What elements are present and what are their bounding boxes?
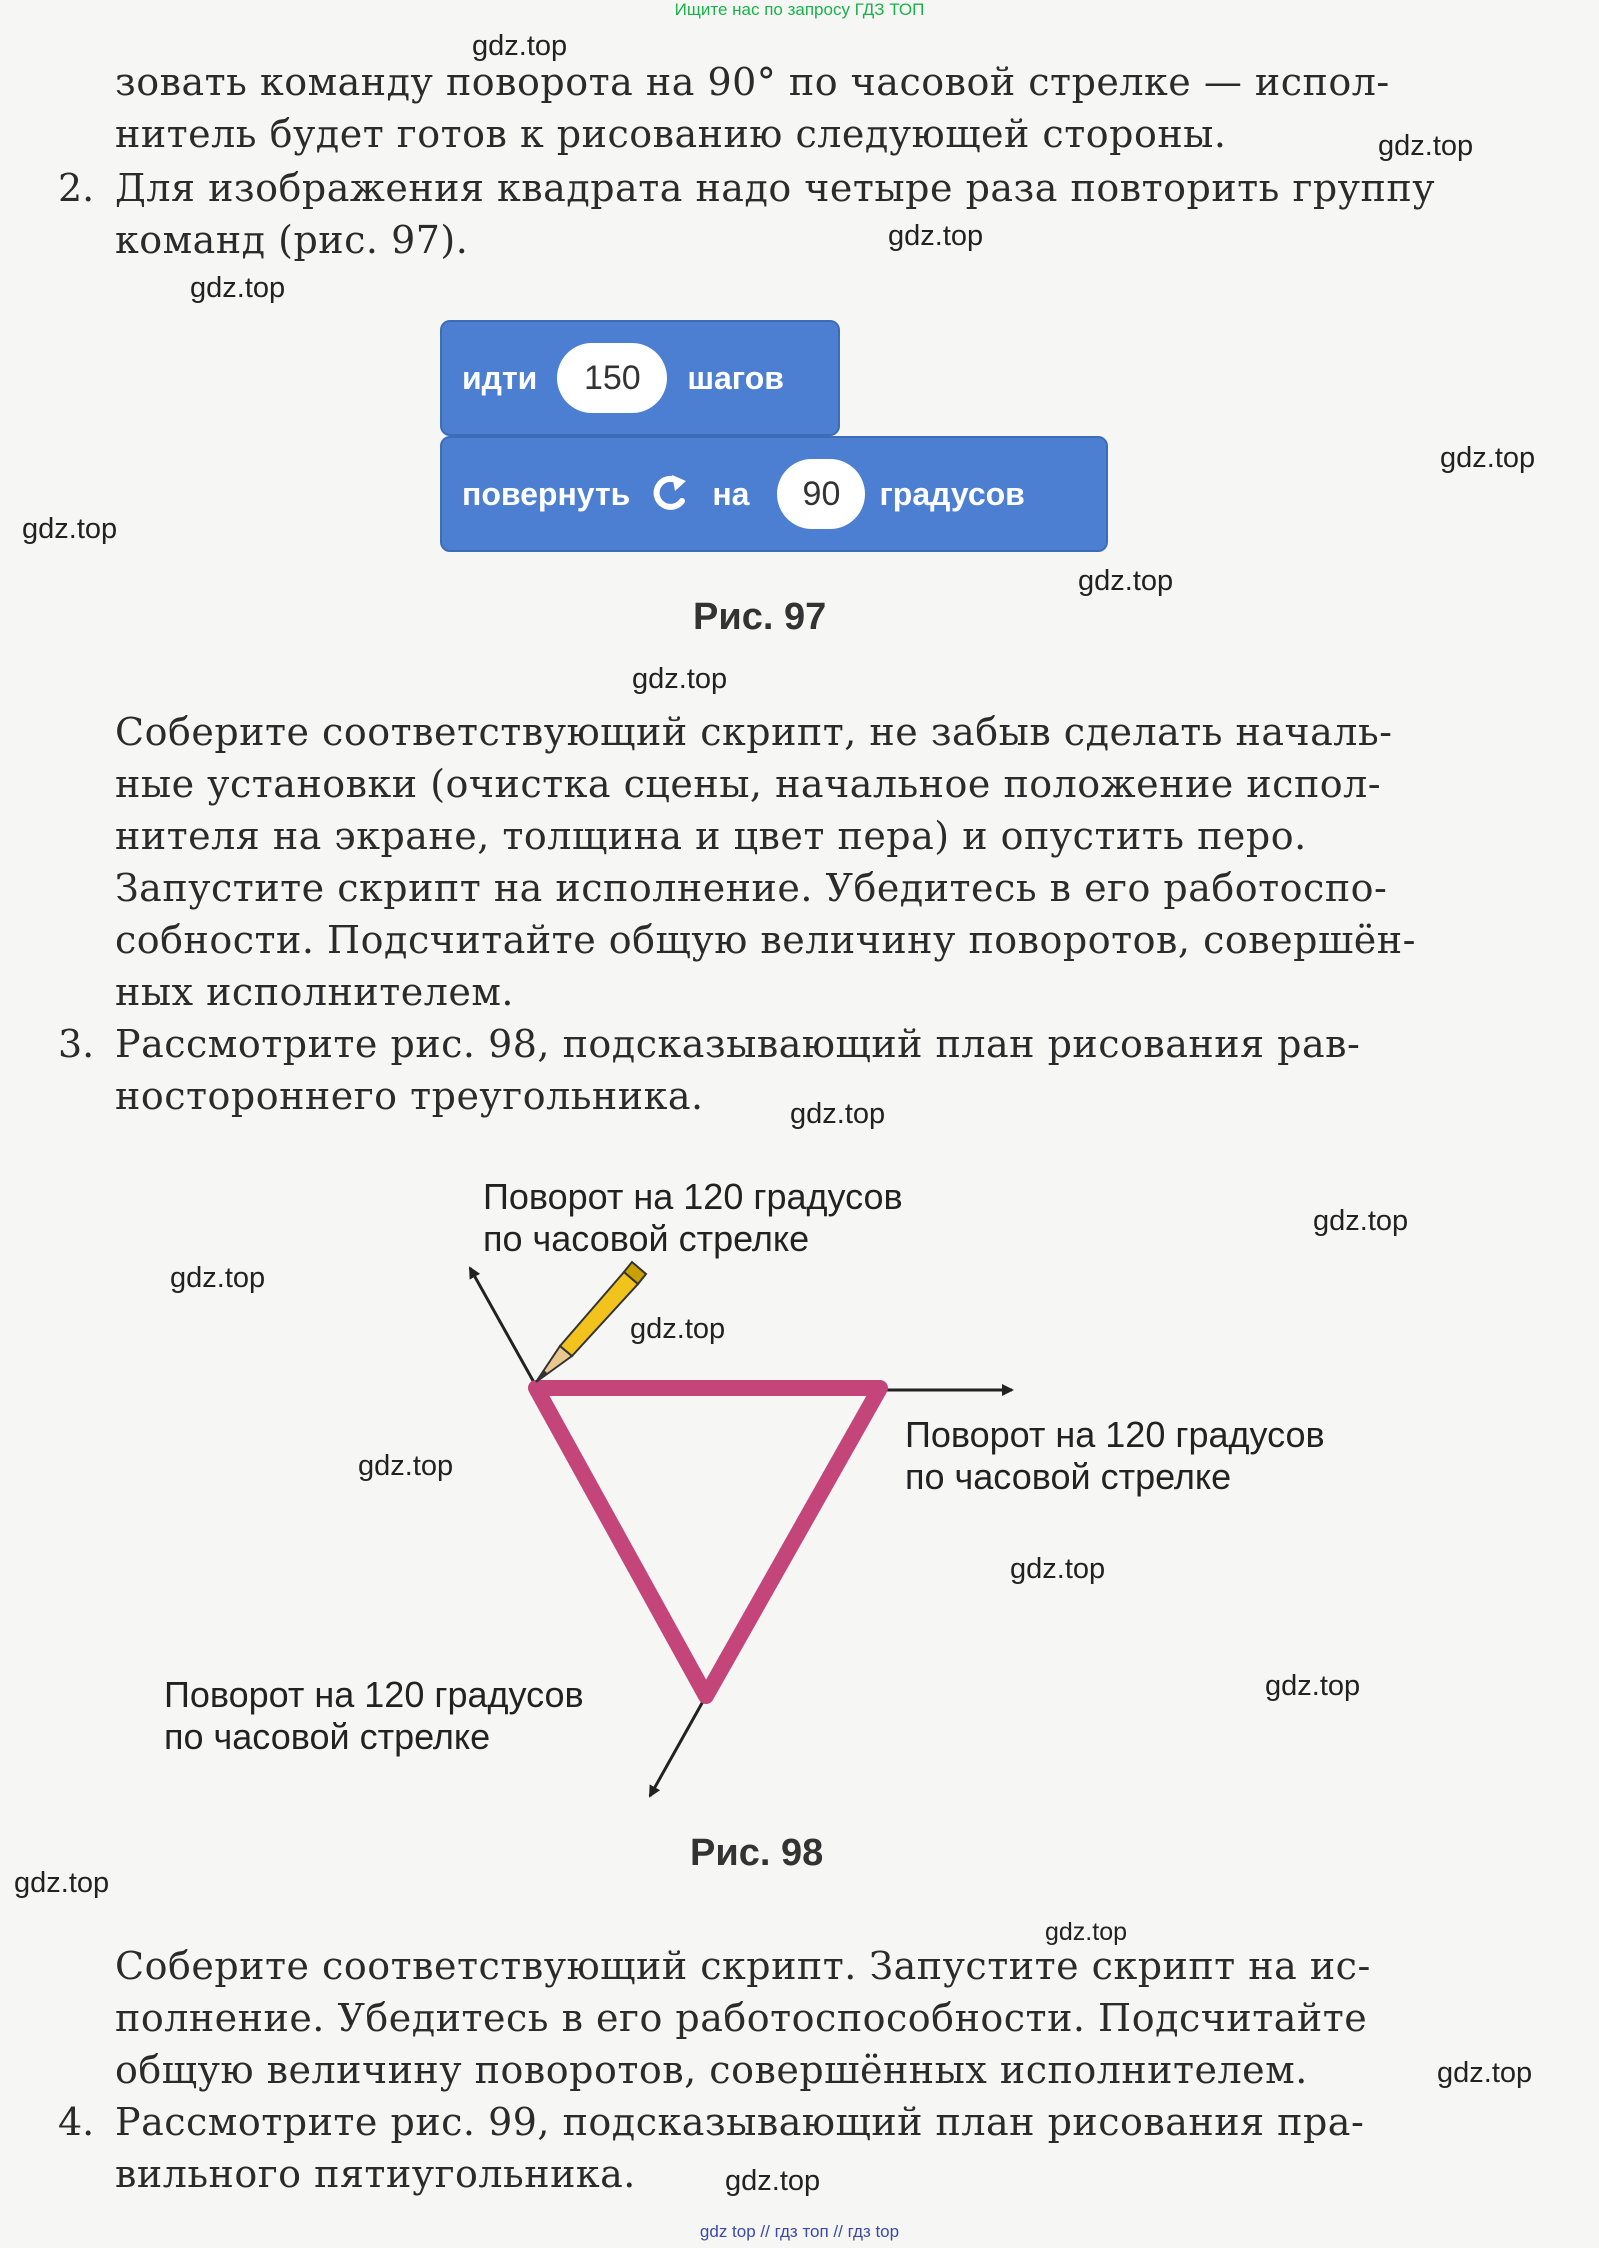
item-number: 2. <box>58 166 95 210</box>
text-line: полнение. Убедитесь в его работоспособности. Подсчитайте <box>115 1996 1368 2040</box>
block-word: на <box>712 475 750 512</box>
watermark: gdz.top <box>472 30 568 62</box>
text-line: общую величину поворотов, совершённых исполнителем. <box>115 2048 1308 2092</box>
text-line: Рассмотрите рис. 99, подсказывающий план рисования пра- <box>115 2100 1365 2144</box>
text-line: собности. Подсчитайте общую величину поворотов, совершён- <box>115 918 1416 962</box>
block-word: шагов <box>687 359 784 396</box>
triangle-path <box>536 1388 880 1696</box>
turn-label-right: Поворот на 120 градусов по часовой стрелке <box>905 1414 1325 1497</box>
watermark: gdz.top <box>170 1262 266 1294</box>
block-word: градусов <box>879 475 1025 512</box>
direction-arrow <box>470 1268 536 1386</box>
watermark: gdz.top <box>790 1098 886 1130</box>
text-line: зовать команду поворота на 90° по часовой стрелке — испол- <box>115 60 1390 104</box>
text-line: нителя на экране, толщина и цвет пера) и опустить перо. <box>115 814 1307 858</box>
text-line: Рассмотрите рис. 98, подсказывающий план рисования рав- <box>115 1022 1361 1066</box>
watermark: gdz.top <box>14 1867 110 1899</box>
watermark: gdz.top <box>1265 1670 1361 1702</box>
figure-caption: Рис. 97 <box>693 596 827 638</box>
watermark: gdz.top <box>725 2165 821 2197</box>
text-line: нитель будет готов к рисованию следующей стороны. <box>115 112 1227 156</box>
turn-label-top: Поворот на 120 градусов по часовой стрелке <box>483 1176 903 1259</box>
watermark: gdz.top <box>1078 565 1174 597</box>
steps-value-input[interactable]: 150 <box>557 343 667 413</box>
item-number: 3. <box>58 1022 95 1066</box>
watermark: gdz.top <box>190 272 286 304</box>
text-line: Соберите соответствующий скрипт. Запустите скрипт на ис- <box>115 1944 1371 1988</box>
watermark: gdz.top <box>22 513 118 545</box>
degrees-value-input[interactable]: 90 <box>777 459 865 529</box>
watermark: gdz.top <box>888 220 984 252</box>
text-line: Для изображения квадрата надо четыре раза повторить группу <box>115 166 1436 210</box>
watermark: gdz.top <box>358 1450 454 1482</box>
direction-arrow <box>650 1696 706 1796</box>
top-banner: Ищите нас по запросу ГДЗ ТОП <box>674 0 925 19</box>
figure-caption: Рис. 98 <box>690 1832 824 1874</box>
watermark: gdz.top <box>1437 2057 1533 2089</box>
turn-label-bottom: Поворот на 120 градусов по часовой стрелке <box>164 1674 584 1757</box>
text-line: Запустите скрипт на исполнение. Убедитесь в его работоспо- <box>115 866 1388 910</box>
bottom-banner: gdz top // гдз топ // гдз top <box>699 2222 900 2241</box>
watermark: gdz.top <box>632 663 728 695</box>
watermark: gdz.top <box>1313 1205 1409 1237</box>
watermark: gdz.top <box>630 1313 726 1345</box>
watermark: gdz.top <box>1440 442 1536 474</box>
text-line: команд (рис. 97). <box>115 218 469 262</box>
watermark: gdz.top <box>1010 1553 1106 1585</box>
block-word: повернуть <box>462 475 631 512</box>
text-line: вильного пятиугольника. <box>115 2152 636 2196</box>
text-line: ных исполнителем. <box>115 970 514 1014</box>
item-number: 4. <box>58 2100 95 2144</box>
block-word: идти <box>462 359 538 396</box>
text-line: ностороннего треугольника. <box>115 1074 704 1118</box>
pencil-icon <box>536 1262 646 1382</box>
text-line: ные установки (очистка сцены, начальное положение испол- <box>115 762 1382 806</box>
text-line: Соберите соответствующий скрипт, не забыв сделать началь- <box>115 710 1393 754</box>
watermark: gdz.top <box>1045 1918 1128 1946</box>
watermark: gdz.top <box>1378 130 1474 162</box>
